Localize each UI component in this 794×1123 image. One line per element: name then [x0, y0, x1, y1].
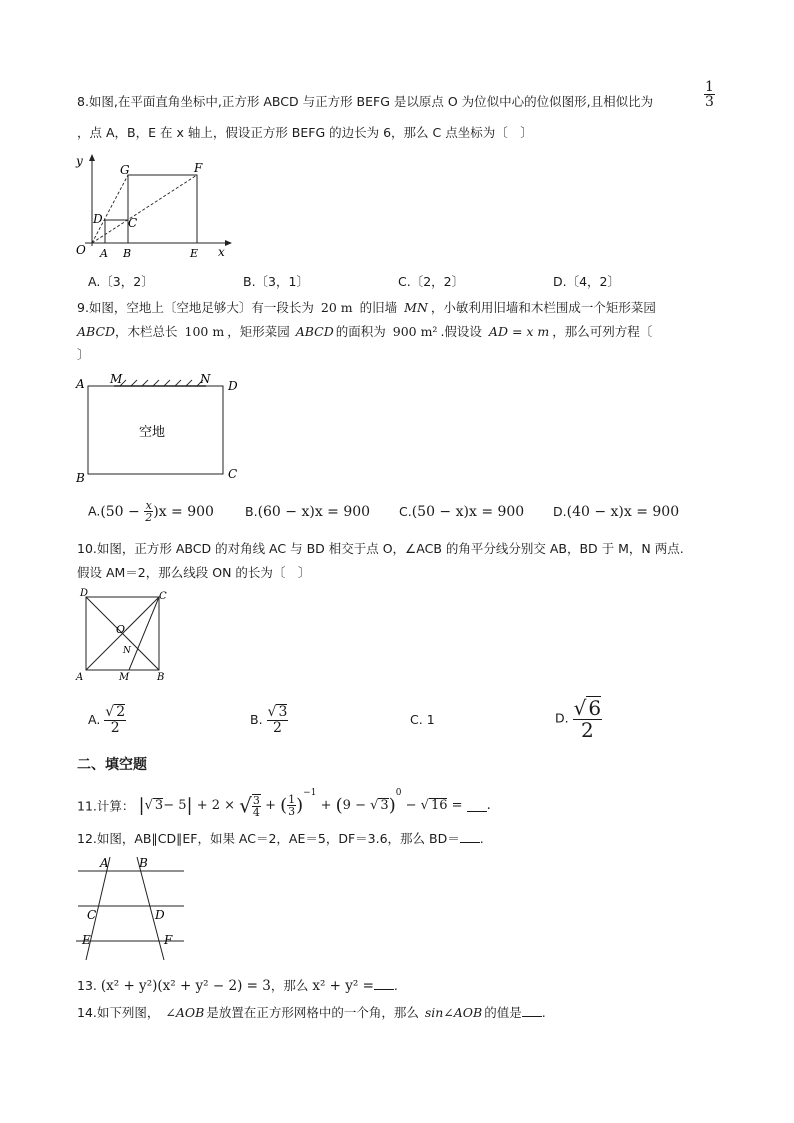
q13-stem	[77, 976, 398, 994]
q10-option-d[interactable]: D. $\frac{√ 6}{2}$	[555, 696, 602, 742]
q8-option-c[interactable]: C.〔2，2〕	[398, 274, 465, 289]
q10-stem-line1: 10.如图，正方形 ABCD 的对角线 AC 与 BD 相交于点 O，∠ACB 的角平分线分别交 AB，BD 于 M，N 两点.	[77, 541, 684, 556]
label-m: M	[119, 672, 130, 683]
option-radicand: 3	[278, 704, 288, 720]
q14-end: .	[541, 1005, 546, 1020]
dashed-line-of	[92, 175, 197, 243]
section-fill-in-heading: 二、填空题	[77, 757, 147, 773]
q12-text: 12.如图，AB∥CD∥EF，如果 AC＝2，AE＝5，DF＝3.6，那么 BD＝	[77, 831, 460, 846]
label-f: F	[164, 933, 173, 947]
q10-figure	[72, 586, 182, 684]
label-b: B	[123, 247, 132, 260]
label-e: E	[190, 247, 199, 260]
label-c: C	[228, 467, 238, 481]
label-d: D	[80, 588, 89, 599]
q12-answer-blank[interactable]	[460, 830, 480, 843]
option-letter: B.	[250, 712, 263, 728]
q9-assume: AD = x m	[488, 324, 550, 339]
q8-option-a[interactable]: A.〔3，2〕	[88, 274, 154, 289]
q9-text-b: 的旧墙	[359, 300, 398, 315]
q9-figure	[72, 370, 252, 482]
option-expr: (40 − x)x = 900	[566, 504, 680, 520]
q11-zero-exp: 0	[395, 788, 402, 798]
x-axis-arrow-icon	[225, 240, 232, 246]
label-open-space: 空地	[139, 425, 166, 440]
option-letter: C.	[410, 712, 423, 727]
q11-plus-2x: + 2 ×	[196, 798, 236, 813]
q9-option-b[interactable]	[245, 504, 370, 520]
label-d: D	[93, 212, 103, 226]
q9-garden-abcd: ABCD	[77, 324, 116, 339]
q13-answer-blank[interactable]	[374, 977, 394, 990]
q13-mid: ，那么	[270, 978, 309, 993]
q10-stem-line2: 假设 AM＝2，那么线段 ON 的长为〔 〕	[77, 565, 311, 580]
q11-inv-den: 3	[288, 805, 296, 818]
label-m: M	[110, 372, 123, 386]
q14-text-c: 的值是	[484, 1005, 522, 1020]
q11-minus: −	[405, 798, 417, 813]
square-abcd	[105, 220, 128, 243]
q9-text-h: ，那么可列方程〔	[552, 324, 653, 339]
option-letter: B.	[245, 504, 258, 519]
q13-target: x² + y² =	[312, 978, 374, 994]
q11-expression: 11.计算： |√ 3− 5| + 2 × √ $\frac{3}{4}$ + ( $\frac{1}{3}$ )$^{-1}$ + (9 − √ 3)$^0$ − √ 16 = .	[77, 788, 491, 819]
option-letter: A.	[88, 503, 101, 519]
option-letter: C.	[399, 504, 412, 519]
q12-end: .	[479, 831, 484, 846]
option-expr: (60 − x)x = 900	[257, 504, 371, 520]
option-letter: A.	[88, 712, 101, 728]
q8-figure	[70, 150, 240, 262]
q9-text-f: 的面积为	[335, 324, 386, 339]
q11-plus-2: +	[320, 798, 332, 813]
option-frac-den: 2	[145, 511, 153, 524]
q9-stem-line2	[77, 322, 652, 340]
q14-text-b: 是放置在正方形网格中的一个角，那么	[206, 1005, 419, 1020]
q11-plus: +	[265, 798, 276, 813]
q14-sin: sin∠AOB	[424, 1005, 483, 1020]
q13-end: .	[393, 978, 398, 993]
q9-garden-abcd-2: ABCD	[295, 324, 334, 339]
label-n: N	[200, 372, 211, 386]
square-befg	[128, 175, 197, 243]
q10-option-c[interactable]	[410, 712, 435, 727]
q12-figure	[72, 852, 192, 964]
label-b: B	[157, 672, 165, 683]
label-d: D	[155, 908, 165, 922]
q14-stem	[77, 1003, 546, 1021]
q13-equation: (x² + y²)(x² + y² − 2) = 3	[100, 978, 271, 994]
label-b: B	[76, 471, 85, 482]
q8-stem-line1	[77, 92, 653, 110]
q14-angle: ∠AOB	[165, 1005, 205, 1020]
option-den: 2	[110, 720, 120, 737]
q11-inv-exp: −1	[303, 788, 317, 798]
label-e: E	[82, 933, 91, 947]
q9-fence-length: 100 m	[184, 324, 225, 339]
q11-answer-blank[interactable]	[467, 799, 487, 812]
q11-last-radicand: 16	[430, 797, 448, 813]
q9-text-e: ，矩形菜园	[227, 324, 290, 339]
label-b: B	[139, 856, 148, 870]
option-post: )x = 900	[153, 503, 214, 520]
q11-equals: =	[451, 798, 463, 813]
label-n: N	[123, 646, 131, 656]
q12-stem	[77, 829, 484, 847]
q9-area: 900 m²	[392, 324, 438, 339]
q11-label: 11.计算：	[77, 798, 135, 814]
q10-option-b[interactable]: B. $\frac{√ 3}{2}$	[250, 704, 288, 737]
label-o: O	[76, 243, 86, 257]
label-a: A	[76, 672, 84, 683]
label-d: D	[228, 379, 238, 393]
q8-option-d[interactable]: D.〔4，2〕	[553, 274, 621, 289]
q9-text-d: ，木栏总长	[115, 324, 178, 339]
option-letter: D.	[553, 504, 567, 519]
q8-ratio	[704, 80, 715, 109]
q9-text-g: .假设设	[440, 324, 482, 339]
wall-hatching	[120, 380, 203, 386]
q9-wall-mn: MN	[404, 300, 428, 315]
label-a: A	[100, 856, 109, 870]
q9-option-c[interactable]	[399, 504, 524, 520]
option-den: 2	[580, 718, 594, 742]
q8-ratio-den: 3	[705, 94, 714, 110]
y-axis-arrow-icon	[89, 154, 95, 161]
q8-ratio-num: 1	[705, 79, 714, 95]
q9-stem-line1	[77, 298, 656, 316]
q14-answer-blank[interactable]	[522, 1004, 542, 1017]
label-g: G	[120, 163, 130, 177]
dashed-line-og	[92, 175, 128, 243]
q14-text-a: 14.如下列图，	[77, 1005, 160, 1020]
option-expr: (50 − x)x = 900	[411, 504, 525, 520]
bisector-cm	[129, 597, 159, 670]
label-c: C	[159, 591, 167, 602]
q11-paren-a: 9 −	[342, 798, 366, 813]
q11-frac-num: 3	[252, 793, 260, 807]
q11-inv-num: 1	[288, 793, 296, 806]
q8-stem-text: 8.如图,在平面直角坐标中,正方形 ABCD 与正方形 BEFG 是以原点 O 为位似中心的位似图形,且相似比为	[77, 94, 654, 109]
q9-option-d[interactable]	[553, 504, 679, 520]
option-letter: D.	[555, 710, 569, 726]
label-x: x	[218, 245, 225, 259]
q11-abs-minus: − 5	[163, 798, 187, 813]
option-radicand: 6	[588, 696, 602, 720]
label-f: F	[194, 161, 203, 175]
option-den: 2	[273, 720, 282, 737]
q11-paren-radicand: 3	[380, 797, 389, 813]
label-y: y	[76, 154, 83, 168]
label-c: C	[87, 908, 97, 922]
q9-text-c: ，小敏利用旧墙和木栏围成一个矩形菜园	[430, 300, 656, 315]
option-value: 1	[426, 712, 435, 727]
label-o: O	[116, 623, 126, 636]
label-a: A	[76, 377, 85, 391]
q9-option-a[interactable]	[88, 500, 214, 523]
q8-stem-line2: ，点 A，B，E 在 x 轴上，假设正方形 BEFG 的边长为 6，那么 C 点坐标为〔 〕	[77, 125, 533, 140]
q10-option-a[interactable]: A. $\frac{√ 2}{2}$	[88, 704, 126, 737]
label-c: C	[128, 216, 138, 230]
option-frac-num: x	[145, 499, 152, 512]
option-radicand: 2	[116, 704, 126, 720]
label-a: A	[100, 247, 108, 260]
q8-option-b[interactable]: B.〔3，1〕	[243, 274, 309, 289]
q13-number: 13.	[77, 978, 97, 993]
option-pre: (50 −	[100, 503, 145, 520]
q11-frac-den: 4	[252, 805, 260, 819]
q11-abs-radicand: 3	[154, 797, 164, 813]
q9-wall-length: 20 m	[320, 300, 353, 315]
q9-stem-line3: 〕	[77, 347, 90, 362]
q9-text-a: 9.如图，空地上〔空地足够大〕有一段长为	[77, 300, 314, 315]
